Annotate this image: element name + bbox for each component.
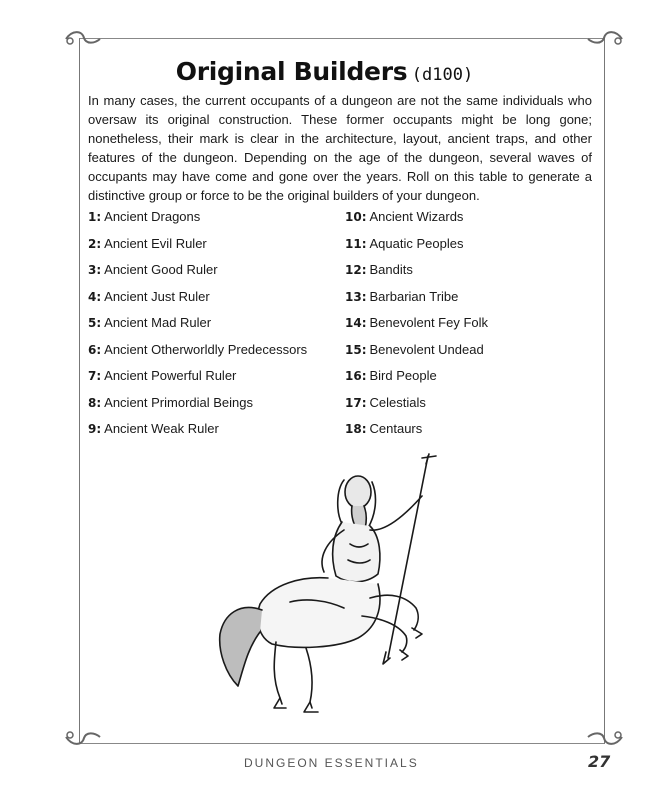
corner-flourish-icon	[62, 726, 104, 748]
entry-number: 3:	[88, 263, 102, 277]
page-title	[0, 57, 649, 86]
title-dice: (d100)	[411, 65, 474, 85]
table-entry	[88, 287, 338, 314]
table-entry	[345, 366, 595, 393]
entry-label: Ancient Otherworldly Predecessors	[104, 341, 308, 357]
entry-number: 4:	[88, 289, 102, 304]
entry-label: Ancient Good Ruler	[104, 262, 218, 277]
table-entry	[345, 313, 595, 340]
entry-number: 14:	[345, 316, 367, 330]
entry-number: 12:	[345, 263, 367, 277]
table-entry	[345, 393, 595, 420]
table-entry	[88, 234, 338, 261]
entry-label: Ancient Powerful Ruler	[104, 368, 237, 383]
entry-number: 17:	[345, 395, 367, 410]
corner-flourish-icon	[62, 28, 104, 50]
entry-label: Ancient Evil Ruler	[104, 235, 207, 251]
entry-number: 11:	[345, 236, 367, 251]
table-entry	[345, 260, 595, 287]
table-column-right	[345, 207, 595, 446]
corner-flourish-icon	[584, 726, 626, 748]
entry-number: 2:	[88, 236, 102, 251]
table-entry	[88, 260, 338, 287]
entry-label: Aquatic Peoples	[369, 235, 464, 251]
table-entry	[345, 234, 595, 261]
entry-number: 5:	[88, 316, 102, 330]
entry-label: Barbarian Tribe	[369, 288, 459, 304]
table-entry	[345, 207, 595, 234]
table-entry	[88, 340, 338, 367]
table-column-left	[88, 207, 338, 446]
table-entry	[88, 366, 338, 393]
entry-label: Ancient Dragons	[104, 209, 201, 224]
entry-number: 18:	[345, 422, 367, 436]
table-entry	[88, 419, 338, 446]
entry-number: 10:	[345, 210, 367, 224]
table-entry	[345, 287, 595, 314]
entry-label: Ancient Mad Ruler	[104, 315, 212, 330]
intro-paragraph: In many cases, the current occupants of a dungeon are not the same individuals who oversaw its original construction. These former occupants might be long gone; nonetheless, their mark is clear in the architecture, layout, ancient traps, and other features of the dungeon. Depending on the age of the dungeon, several waves of occupants may have come and gone over the years. Roll on this table to generate a distinctive group or force to be the original builders of your dungeon.	[88, 93, 592, 203]
table-entry	[345, 340, 595, 367]
title-main: Original Builders	[175, 57, 408, 86]
entry-number: 6:	[88, 342, 102, 357]
table-entry	[88, 393, 338, 420]
corner-flourish-icon	[584, 28, 626, 50]
entry-label: Bird People	[369, 368, 437, 383]
entry-label: Ancient Primordial Beings	[104, 394, 254, 410]
entry-label: Ancient Just Ruler	[104, 288, 210, 304]
entry-number: 16:	[345, 369, 367, 383]
entry-label: Ancient Wizards	[369, 209, 464, 224]
entry-number: 7:	[88, 369, 102, 383]
entry-number: 1:	[88, 210, 102, 224]
entry-label: Bandits	[369, 262, 413, 277]
entry-label: Benevolent Fey Folk	[369, 315, 489, 330]
entry-label: Ancient Weak Ruler	[104, 421, 219, 436]
table-entry	[88, 207, 338, 234]
entry-number: 13:	[345, 289, 367, 304]
table-entry	[345, 419, 595, 446]
entry-number: 15:	[345, 342, 367, 357]
centaur-illustration	[210, 452, 450, 720]
entry-number: 9:	[88, 422, 102, 436]
footer-book-title: DUNGEON ESSENTIALS	[244, 756, 419, 770]
entry-label: Benevolent Undead	[369, 341, 484, 357]
page-number: 27	[588, 752, 611, 771]
entry-number: 8:	[88, 395, 102, 410]
table-entry	[88, 313, 338, 340]
entry-label: Celestials	[369, 394, 426, 410]
entry-label: Centaurs	[369, 421, 423, 436]
